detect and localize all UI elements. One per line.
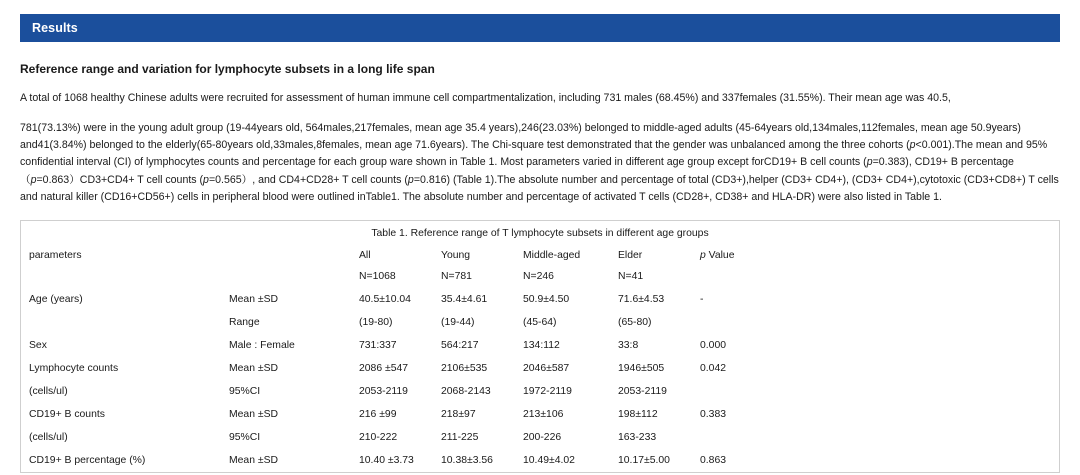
cell-p-value: 0.863 bbox=[700, 454, 727, 466]
cell-all: 2086 ±547 bbox=[359, 362, 409, 374]
subheader-n-young: N=781 bbox=[441, 270, 472, 282]
paragraph-2-part-b: <0.001).The mean and 95% confidential interval (CI) of lymphocytes counts and percentage for each group ware shown in Table 1. Most parameters varied in different age group except forCD19+ B cell counts ( bbox=[20, 139, 1048, 169]
cell-middle-aged: 50.9±4.50 bbox=[523, 293, 570, 305]
cell-statistic: Mean ±SD bbox=[229, 293, 279, 305]
cell-all: 731:337 bbox=[359, 339, 397, 351]
column-header-middle-aged: Middle-aged bbox=[523, 249, 581, 261]
cell-parameter: Sex bbox=[29, 339, 47, 351]
cell-young: (19-44) bbox=[441, 316, 475, 328]
column-header-all: All bbox=[359, 249, 371, 261]
cell-all: 210-222 bbox=[359, 431, 398, 443]
paragraph-2-part-c: =0.383), CD19+ B percentage （ bbox=[20, 156, 1014, 186]
cell-statistic: Mean ±SD bbox=[229, 408, 279, 420]
cell-parameter: (cells/ul) bbox=[29, 385, 68, 397]
table-row bbox=[21, 311, 1059, 334]
cell-p-value: 0.042 bbox=[700, 362, 727, 374]
cell-p-value: 0.383 bbox=[700, 408, 727, 420]
cell-middle-aged: 213±106 bbox=[523, 408, 564, 420]
cell-all: 216 ±99 bbox=[359, 408, 397, 420]
table-row bbox=[21, 380, 1059, 403]
cell-young: 2106±535 bbox=[441, 362, 488, 374]
subheader-n-all: N=1068 bbox=[359, 270, 396, 282]
cell-elder: 1946±505 bbox=[618, 362, 665, 374]
cell-p-value: 0.000 bbox=[700, 339, 727, 351]
column-header-parameters: parameters bbox=[29, 249, 82, 261]
subheader-blank-2 bbox=[221, 267, 351, 288]
paragraph-2-part-d: =0.863）CD3+CD4+ T cell counts ( bbox=[36, 173, 204, 186]
paragraph-1: A total of 1068 healthy Chinese adults were recruited for assessment of human immune cell compartmentalization, including 731 males (68.45%) and 337females (31.55%). Their mean age was 40.5, bbox=[20, 92, 951, 104]
cell-statistic: 95%CI bbox=[229, 431, 261, 443]
cell-all: 10.40 ±3.73 bbox=[359, 454, 414, 466]
cell-all: 40.5±10.04 bbox=[359, 293, 411, 305]
cell-parameter: (cells/ul) bbox=[29, 431, 68, 443]
table-row bbox=[21, 334, 1059, 357]
cell-middle-aged: 1972-2119 bbox=[523, 385, 572, 397]
p-italic-1: p bbox=[909, 139, 916, 152]
results-table bbox=[21, 221, 1059, 472]
cell-elder: 10.17±5.00 bbox=[618, 454, 670, 466]
table-row bbox=[21, 288, 1059, 311]
paragraph-2-part-f: =0.816) (Table 1).The absolute number and percentage of total (CD3+),helper (CD3+ CD4+), (CD3+ CD4+),cytotoxic (CD3+CD8+) T cells and natural killer (CD16+CD56+) cells in peripheral blood were outlined inTable1. The absolute number and percentage of activated T cells (CD28+, CD38+ and HLA-DR) were also listed in Table 1. bbox=[20, 173, 1059, 203]
cell-p-value: - bbox=[700, 293, 704, 305]
cell-all: 2053-2119 bbox=[359, 385, 408, 397]
cell-middle-aged: (45-64) bbox=[523, 316, 557, 328]
cell-p-value bbox=[692, 426, 1059, 449]
table-caption: Table 1. Reference range of T lymphocyte subsets in different age groups bbox=[371, 227, 709, 239]
cell-elder: 163-233 bbox=[618, 431, 657, 443]
cell-parameter: CD19+ B percentage (%) bbox=[29, 454, 146, 466]
cell-young: 10.38±3.56 bbox=[441, 454, 493, 466]
p-italic-4: p bbox=[203, 173, 209, 186]
cell-parameter bbox=[21, 311, 221, 334]
table-body bbox=[21, 246, 1059, 472]
table-row bbox=[21, 403, 1059, 426]
p-italic-2: p bbox=[866, 156, 873, 169]
table-header-row-2 bbox=[21, 267, 1059, 288]
results-table-container bbox=[20, 220, 1060, 473]
column-header-elder: Elder bbox=[618, 249, 643, 261]
cell-elder: 2053-2119 bbox=[618, 385, 667, 397]
cell-all: (19-80) bbox=[359, 316, 393, 328]
cell-statistic: Male : Female bbox=[229, 339, 295, 351]
cell-statistic: Mean ±SD bbox=[229, 362, 279, 374]
cell-middle-aged: 10.49±4.02 bbox=[523, 454, 575, 466]
paragraph-2-part-a: 781(73.13%) were in the young adult group (19-44years old, 564males,217females, mean age 35.4 years),246(23.03%) belonged to middle-aged adults (45-64years old,134males,112females, mean age 50.9years) and41(3.84%) belonged to the elderly(65-80years old,33males,8females, mean age 71.6years). The Chi-square test demonstrated that the gender was unbalanced among the three cohorts ( bbox=[20, 122, 1021, 152]
column-header-p-value: p Value bbox=[700, 249, 735, 261]
subheader-blank-1 bbox=[21, 267, 221, 288]
cell-middle-aged: 134:112 bbox=[523, 339, 560, 351]
p-italic-5: p bbox=[407, 173, 414, 186]
p-italic-3: p bbox=[30, 173, 37, 186]
cell-young: 2068-2143 bbox=[441, 385, 491, 397]
paragraph-2 bbox=[20, 120, 1060, 206]
paragraph-2-part-e: =0.565）, and CD4+CD28+ T cell counts ( bbox=[208, 173, 408, 186]
cell-parameter: CD19+ B counts bbox=[29, 408, 105, 420]
table-row bbox=[21, 449, 1059, 472]
results-banner: Results bbox=[20, 14, 1060, 42]
cell-young: 211-225 bbox=[441, 431, 479, 443]
cell-middle-aged: 2046±587 bbox=[523, 362, 570, 374]
cell-young: 218±97 bbox=[441, 408, 476, 420]
cell-elder: 198±112 bbox=[618, 408, 658, 420]
cell-elder: 71.6±4.53 bbox=[618, 293, 665, 305]
cell-elder: 33:8 bbox=[618, 339, 639, 351]
column-header-statistic bbox=[221, 246, 351, 267]
table-row bbox=[21, 426, 1059, 449]
column-header-young: Young bbox=[441, 249, 471, 261]
cell-p-value bbox=[692, 380, 1059, 403]
cell-young: 35.4±4.61 bbox=[441, 293, 488, 305]
cell-middle-aged: 200-226 bbox=[523, 431, 562, 443]
table-row bbox=[21, 357, 1059, 380]
page-title: Reference range and variation for lymphocyte subsets in a long life span bbox=[20, 62, 435, 76]
cell-parameter: Lymphocyte counts bbox=[29, 362, 119, 374]
subheader-blank-3 bbox=[692, 267, 1059, 288]
cell-statistic: 95%CI bbox=[229, 385, 261, 397]
table-header-row-1 bbox=[21, 246, 1059, 267]
cell-p-value bbox=[692, 311, 1059, 334]
cell-young: 564:217 bbox=[441, 339, 479, 351]
cell-parameter: Age (years) bbox=[29, 293, 83, 305]
cell-statistic: Range bbox=[229, 316, 260, 328]
subheader-n-middle-aged: N=246 bbox=[523, 270, 554, 282]
cell-statistic: Mean ±SD bbox=[229, 454, 279, 466]
subheader-n-elder: N=41 bbox=[618, 270, 644, 282]
cell-elder: (65-80) bbox=[618, 316, 652, 328]
